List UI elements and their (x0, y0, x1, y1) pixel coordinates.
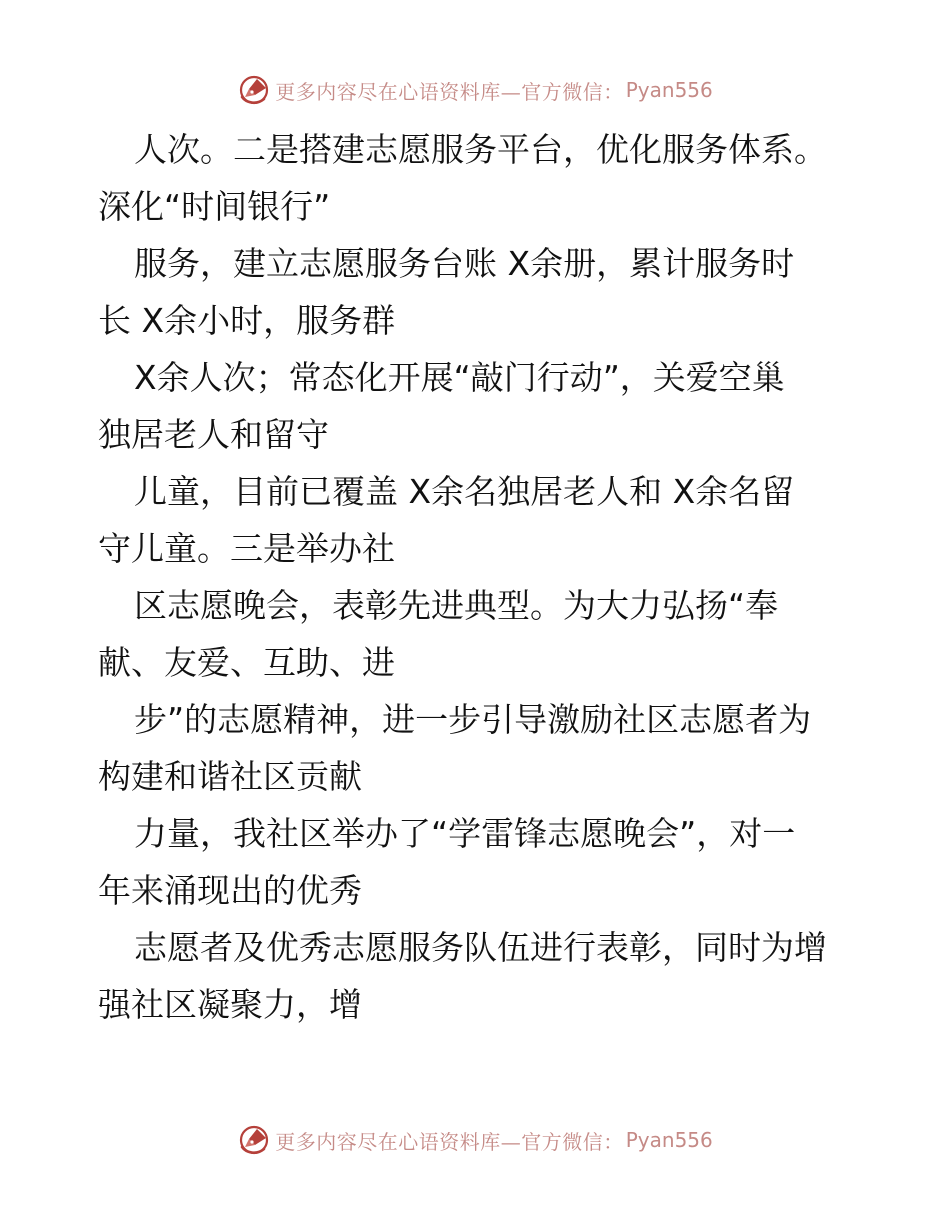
paragraph-line: 儿童，目前已覆盖 X余名独居老人和 X余名留 (134, 472, 795, 511)
watermark-text: 更多内容尽在心语资料库—官方微信： (275, 79, 624, 104)
pen-nib-circle-icon (237, 73, 271, 107)
paragraph-line: 步”的志愿精神，进一步引导激励社区志愿者为 (134, 700, 812, 739)
paragraph-line: 构建和谐社区贡献 (98, 757, 362, 796)
paragraph-line: 志愿者及优秀志愿服务队伍进行表彰，同时为增 (134, 928, 827, 967)
paragraph-line: 长 X余小时，服务群 (98, 301, 396, 340)
paragraph-line: 深化“时间银行” (98, 187, 331, 226)
watermark-text: 更多内容尽在心语资料库—官方微信： (275, 1129, 624, 1154)
header-watermark (0, 70, 950, 110)
paragraph-line: X余人次；常态化开展“敲门行动”，关爱空巢 (134, 358, 785, 397)
paragraph-line: 人次。二是搭建志愿服务平台，优化服务体系。 (134, 130, 827, 169)
paragraph-line: 区志愿晚会，表彰先进典型。为大力弘扬“奉 (134, 586, 779, 625)
paragraph-line: 年来涌现出的优秀 (98, 871, 362, 910)
pen-nib-circle-icon (237, 1123, 271, 1157)
document-body (98, 121, 858, 1033)
paragraph-line: 力量，我社区举办了“学雷锋志愿晚会”，对一 (134, 814, 796, 853)
paragraph-line: 守儿童。三是举办社 (98, 529, 395, 568)
paragraph-line: 服务，建立志愿服务台账 X余册，累计服务时 (134, 244, 795, 283)
watermark-wechat-id: Pyan556 (625, 78, 713, 102)
paragraph-line: 强社区凝聚力，增 (98, 985, 362, 1024)
paragraph-line: 献、友爱、互助、进 (98, 643, 395, 682)
watermark-wechat-id: Pyan556 (625, 1128, 713, 1152)
paragraph-line: 独居老人和留守 (98, 415, 329, 454)
footer-watermark (0, 1120, 950, 1160)
